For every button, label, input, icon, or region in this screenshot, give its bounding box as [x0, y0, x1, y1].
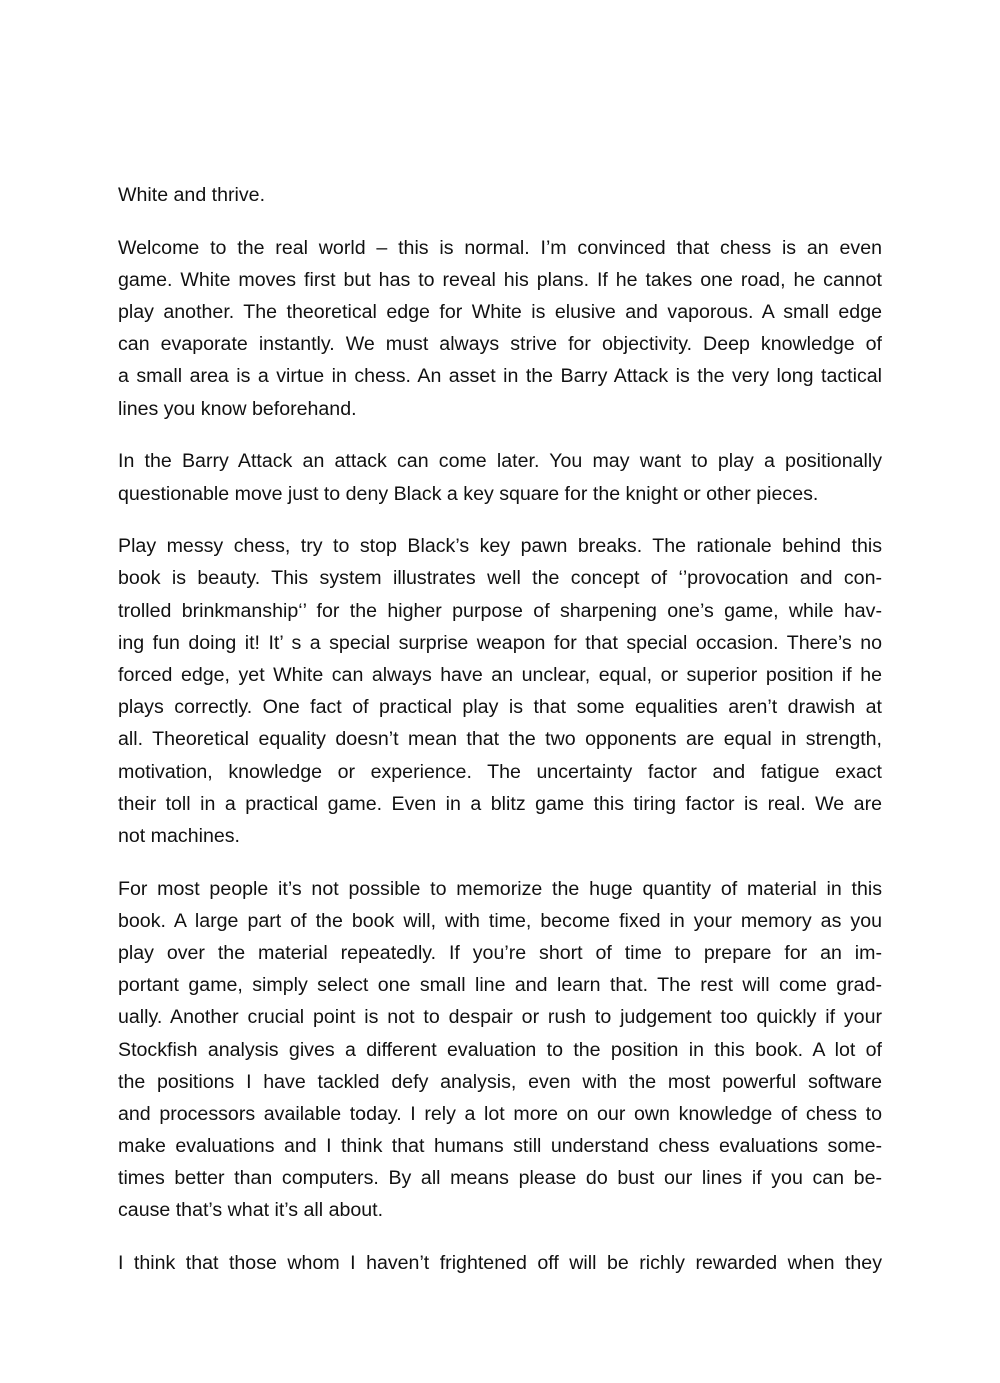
- text-line: I think that those whom I haven’t frightened off will be richly rewarded when they: [118, 1252, 882, 1275]
- text-line: times better than computers. By all means please do bust our lines if you can be-: [118, 1167, 882, 1190]
- text-line: book. A large part of the book will, with time, become fixed in your memory as you: [118, 909, 882, 932]
- text-line: can evaporate instantly. We must always strive for objectivity. Deep knowledge of: [118, 333, 882, 356]
- text-line: ing fun doing it! It’ s a special surprise weapon for that special occasion. There’s no: [118, 631, 882, 654]
- text-line: their toll in a practical game. Even in a blitz game this tiring factor is real. We are: [118, 792, 882, 815]
- text-line: For most people it’s not possible to memorize the huge quantity of material in this: [118, 877, 882, 900]
- text-line: Stockfish analysis gives a different evaluation to the position in this book. A lot of: [118, 1038, 882, 1061]
- text-line: book is beauty. This system illustrates well the concept of ‘’provocation and con-: [118, 567, 882, 590]
- text-line: motivation, knowledge or experience. The uncertainty factor and fatigue exact: [118, 760, 882, 783]
- text-line: the positions I have tackled defy analysis, even with the most powerful software: [118, 1070, 882, 1093]
- text-line: ually. Another crucial point is not to despair or rush to judgement too quickly if your: [118, 1006, 882, 1029]
- text-line: make evaluations and I think that humans still understand chess evaluations some-: [118, 1135, 882, 1158]
- text-line: game. White moves first but has to reveal his plans. If he takes one road, he cannot: [118, 268, 882, 291]
- paragraph: [118, 445, 882, 509]
- text-line: play over the material repeatedly. If you’re short of time to prepare for an im-: [118, 941, 882, 964]
- paragraph: [118, 530, 882, 852]
- text-line: not machines.: [118, 824, 240, 847]
- text-line: White and thrive.: [118, 184, 266, 206]
- text-line: portant game, simply select one small line and learn that. The rest will come grad-: [118, 974, 882, 997]
- body-text: [118, 179, 882, 1300]
- text-line: play another. The theoretical edge for White is elusive and vaporous. A small edge: [118, 301, 882, 324]
- text-line: questionable move just to deny Black a key square for the knight or other pieces.: [118, 482, 819, 505]
- text-line: trolled brinkmanship‘’ for the higher purpose of sharpening one’s game, while hav-: [118, 599, 882, 622]
- text-line: In the Barry Attack an attack can come later. You may want to play a positionally: [118, 450, 882, 473]
- text-line: all. Theoretical equality doesn’t mean that the two opponents are equal in strength,: [118, 728, 882, 751]
- paragraph: [118, 873, 882, 1227]
- text-line: lines you know beforehand.: [118, 397, 357, 420]
- text-line: a small area is a virtue in chess. An asset in the Barry Attack is the very long tactical: [118, 365, 882, 388]
- text-line: plays correctly. One fact of practical play is that some equalities aren’t drawish at: [118, 696, 882, 719]
- text-line: Welcome to the real world – this is normal. I’m convinced that chess is an even: [118, 236, 882, 259]
- text-line: and processors available today. I rely a lot more on our own knowledge of chess to: [118, 1102, 882, 1125]
- text-line: cause that’s what it’s all about.: [118, 1199, 384, 1222]
- paragraph: [118, 1247, 882, 1279]
- paragraph: [118, 179, 882, 211]
- text-line: forced edge, yet White can always have an unclear, equal, or superior position if he: [118, 663, 882, 686]
- text-line: Play messy chess, try to stop Black’s key pawn breaks. The rationale behind this: [118, 535, 882, 558]
- paragraph: [118, 232, 882, 425]
